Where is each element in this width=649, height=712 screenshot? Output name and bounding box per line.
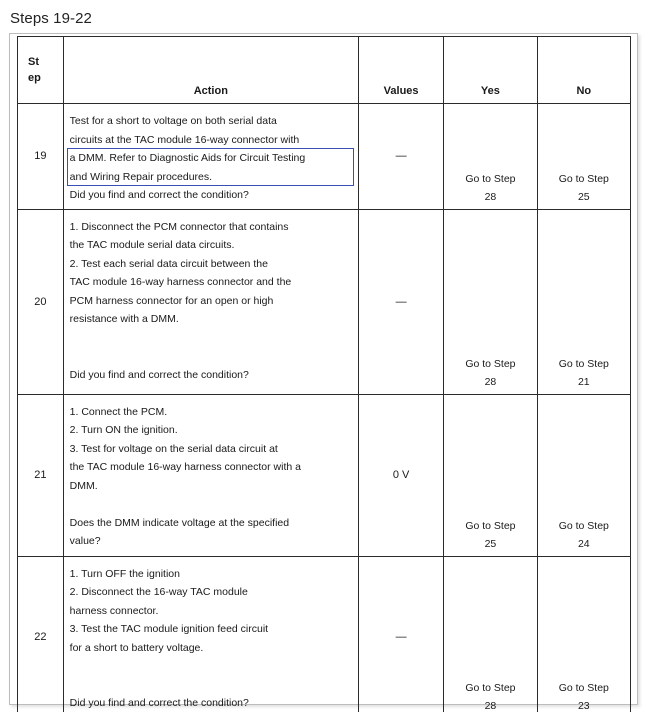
yes-goto-label: Go to Step [465, 519, 516, 532]
value-cell: — [358, 104, 443, 210]
step-number: 19 [18, 104, 64, 210]
action-question: Did you find and correct the condition? [69, 189, 249, 201]
table-row [18, 209, 631, 394]
action-line: 2. Turn ON the ignition. [69, 424, 178, 436]
table-row [18, 104, 631, 210]
steps-table-frame [9, 33, 638, 712]
action-line: TAC module 16-way harness connector and the [69, 276, 292, 288]
action-line: 1. Connect the PCM. [69, 405, 168, 418]
yes-goto-label: Go to Step [465, 357, 516, 370]
action-spacer [70, 657, 352, 676]
yes-goto-step[interactable]: 28 [484, 376, 497, 388]
yes-cell [444, 209, 537, 394]
action-spacer [70, 676, 352, 695]
no-goto-step[interactable]: 25 [577, 191, 590, 203]
action-line: for a short to battery voltage. [69, 641, 204, 654]
action-question: Does the DMM indicate voltage at the specified [69, 516, 290, 529]
action-cell [63, 209, 358, 394]
header-no: No [537, 37, 630, 104]
action-spacer [70, 347, 352, 366]
action-line: the TAC module 16-way harness connector with a [69, 461, 301, 473]
step-number: 22 [18, 556, 64, 712]
diagnostic-aids-link[interactable]: a DMM. Refer to Diagnostic Aids for Circuit Testing [69, 152, 306, 164]
action-cell [63, 104, 358, 210]
header-action: Action [63, 37, 358, 104]
action-line: 2. Test each serial data circuit between the [69, 257, 268, 270]
no-cell [537, 394, 630, 556]
steps-table [17, 36, 631, 712]
action-line: harness connector. [69, 604, 159, 617]
value-cell: 0 V [358, 394, 443, 556]
table-row [18, 556, 631, 712]
action-spacer [70, 329, 352, 348]
action-question: value? [69, 535, 101, 547]
yes-goto-label: Go to Step [465, 172, 516, 185]
yes-goto-step[interactable]: 28 [484, 191, 497, 203]
action-line: Test for a short to voltage on both serial data [69, 115, 277, 127]
value-cell: — [358, 556, 443, 712]
action-line: resistance with a DMM. [69, 313, 179, 325]
step-number: 20 [18, 209, 64, 394]
no-cell [537, 209, 630, 394]
no-goto-step[interactable]: 21 [577, 376, 590, 388]
yes-cell [444, 394, 537, 556]
action-line: 3. Test the TAC module ignition feed circuit [69, 623, 269, 635]
value-cell: — [358, 209, 443, 394]
action-cell [63, 394, 358, 556]
no-goto-label: Go to Step [558, 681, 609, 694]
action-line: DMM. [69, 479, 98, 492]
yes-goto-step[interactable]: 28 [484, 700, 497, 712]
no-goto-step[interactable]: 23 [577, 700, 590, 712]
header-yes: Yes [444, 37, 537, 104]
header-step-line2: ep [28, 72, 41, 84]
no-goto-label: Go to Step [558, 172, 609, 185]
no-cell [537, 104, 630, 210]
header-step-line1: St [28, 56, 39, 68]
no-goto-label: Go to Step [558, 357, 609, 370]
no-goto-label: Go to Step [558, 519, 609, 532]
yes-goto-step[interactable]: 25 [484, 538, 497, 550]
action-line: circuits at the TAC module 16-way connector with [69, 133, 300, 146]
action-question: Did you find and correct the condition? [69, 697, 249, 709]
action-question: Did you find and correct the condition? [69, 368, 249, 381]
action-line: and Wiring Repair procedures. [69, 170, 213, 183]
table-row [18, 394, 631, 556]
header-values: Values [358, 37, 443, 104]
action-spacer [70, 495, 352, 514]
header-step [18, 37, 64, 104]
action-line: 3. Test for voltage on the serial data circuit at [69, 442, 278, 455]
yes-cell [444, 556, 537, 712]
action-line: 2. Disconnect the 16-way TAC module [69, 586, 248, 598]
action-line: 1. Turn OFF the ignition [69, 567, 180, 580]
action-cell [63, 556, 358, 712]
no-goto-step[interactable]: 24 [577, 538, 590, 550]
action-line: PCM harness connector for an open or high [69, 294, 274, 307]
yes-goto-label: Go to Step [465, 681, 516, 694]
page-title: Steps 19-22 [10, 10, 92, 27]
step-number: 21 [18, 394, 64, 556]
action-line: 1. Disconnect the PCM connector that contains [69, 220, 289, 233]
yes-cell [444, 104, 537, 210]
no-cell [537, 556, 630, 712]
table-header-row [18, 37, 631, 104]
action-line: the TAC module serial data circuits. [69, 239, 235, 251]
